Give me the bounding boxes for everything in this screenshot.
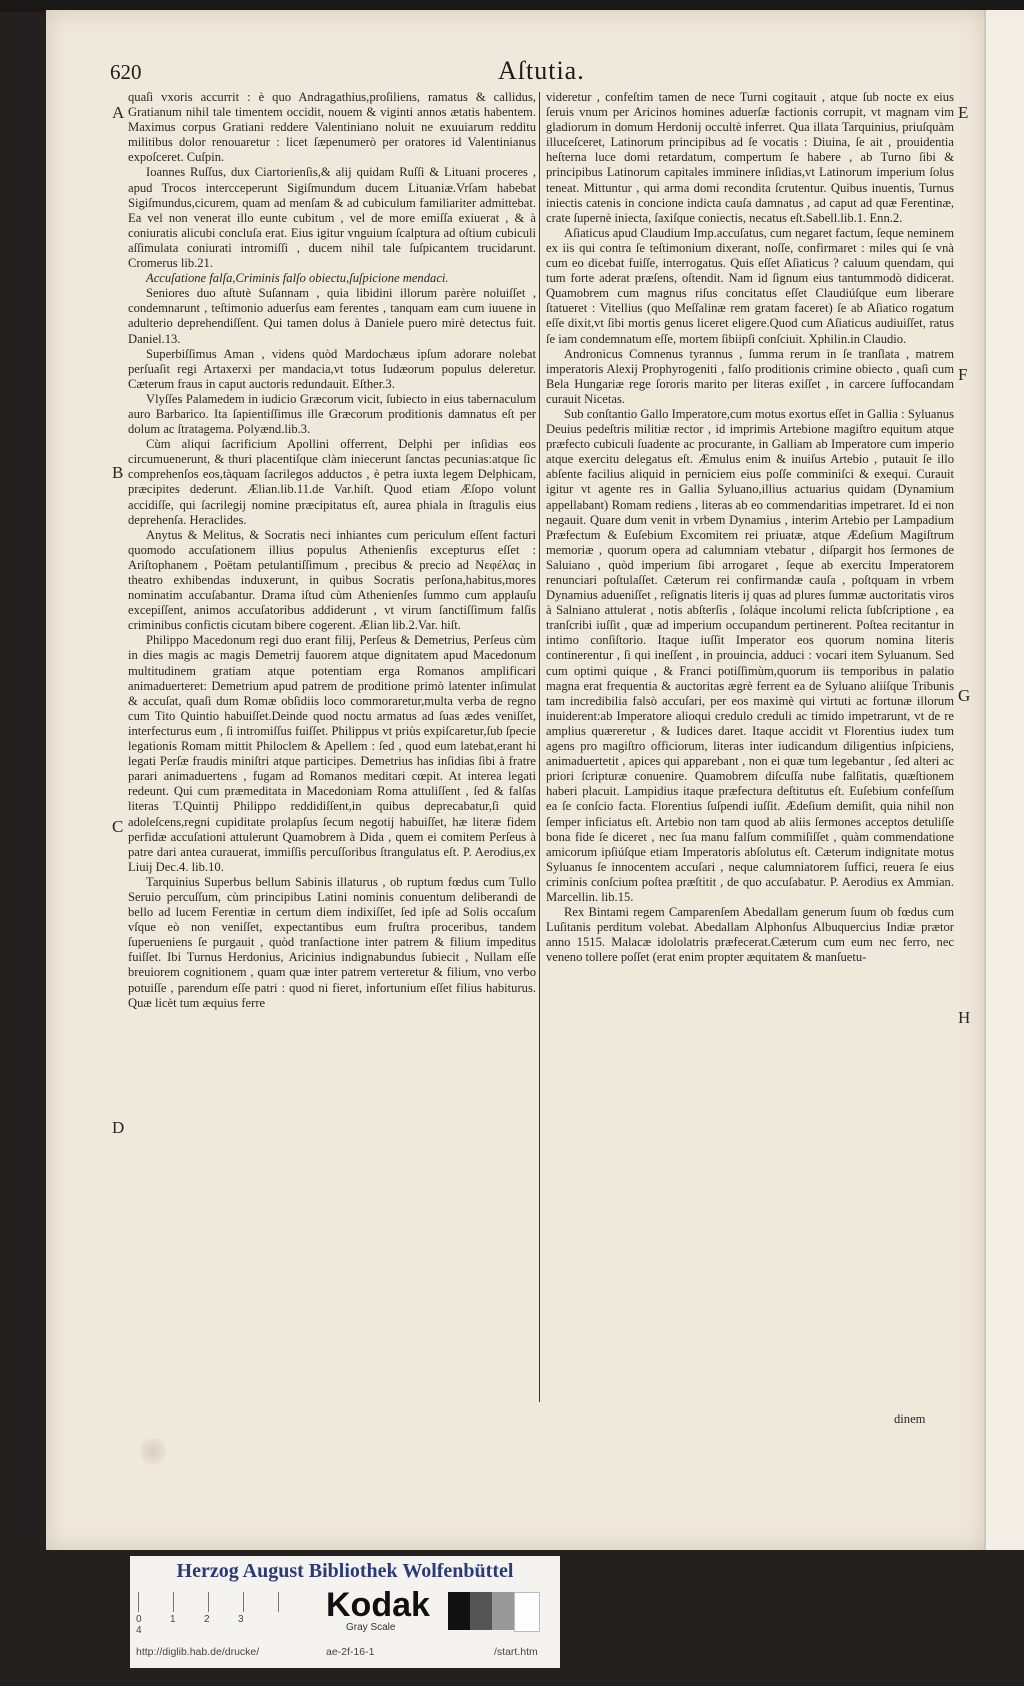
paragraph: Sub conſtantio Gallo Imperatore,cum motus exortus eſſet in Gallia : Syluanus Deuius pedeſtris militiæ rector , id imprimis Artebione magiſtro equitum atque præfecto cubiculi ſuadente ac procurante, in Galliam ab Imperatore cum imperio atque exercitu delegatus eſt. Æmulus enim & inuiſus Artebio , putauit ſe illo abſente facilius aliquid in perniciem eius poſſe comminiſci & exequi. Curauit igitur vt agente res in Gallia Syluano,illius actuarius quidam (Dynamium appellabant) Romam rediens , literas ab eo commendaritias impetraret. Id ei non negauit. Quare dum venit in vrbem Dynamius , interim Artebio per Lampadium Præfectum & Euſebium Excomitem rei priuatæ, atque Ædeſium Magiſtrum memoriæ , quorum opera ad calumniam vtebatur , diſpargit hos ſermones de Saluiano , quòd imperium ſibi arrogaret , ſeque ab exercitu Imperatorem renunciari poſtulaſſet. Cæterum rei confirmandæ cauſa , poſtquam in vrbem Dynamius adueniſſet , reſignatis literis ij quas ad plures ſummæ auctoritatis viros à Salniano attulerat , notis abſterſis , ſoláque incolumi relicta ſubſcriptione , ea tranſcribi iuſſit , quæ ad imperium occupandum pertinerent. Poſtea recitantur in intimo conſiſtorio. Itaque iuſſit Imperator eos quorum nomina literis continerentur , ſi qui ineſſent , in prouincia, adduci : vocari item Syluanum. Sed cum optimi quique , & Franci potiſſimùm,quorum iis temporibus in palatio magna erat frequentia & auctoritas ægrè ferrent ea de Syluano aliíſque Tribunis tam incredibilia falsò accuſari, per eos maximè qui virtuti ac fortunæ illorum inuiderent:ab Imperatore alioqui credulo creduli ac timido impetrarunt, vt de re amplius quæreretur , & Iudices daret. Itaque accidit vt Florentius iudex tum agens pro magiſtro officiorum, literas inter iudicandum diligentius inſpiciens, animaduertetit , apices qui apparebant , non ei quæ tum legebantur , ſed alteri ac priori ſcripturæ conuenire. Quamobrem diſcuſſa nube falſitatis, quæſtionem haberi placuit. Lampidius itaque præfectura deſtitutus eſt. Euſebium confeſſum ea ſe conſcio facta. Florentius ſuſpendi iuſſit. Ædeſium demiſit, quia nihil non ſemper inficiatus eſt. Artebio non tam quod ab aliis ſermones acceptos detuliſſe bona fide ſe diceret , nec ſua manu falſum commiſiſſet , quàm commendatione amicorum ipſiúſque etiam Imperatoris abſolutus eſt. Cæterum indignitate motus Syluanus ſe innocentem accuſari , neque calumniatorem ſuffici, reuera ſe eius criminis conſcium poſtea præſtitit , de quo accuſabatur. P. Aerodius ex Ammian. Marcellin. lib.15. — [546, 406, 954, 904]
gray-scale-label: Gray Scale — [346, 1622, 396, 1633]
ruler-tick — [173, 1592, 174, 1612]
paragraph: videretur , confeſtim tamen de nece Turni cogitauit , atque ſub nocte ex eius ſeruis vnum per Aricinos homines aduerſæ factionis corrupit, vt magnam vim gladiorum in domum Herdonij occultè inferret. Qua illata Tarquinius, priuſquàm illuceſceret, Latinorum principibus ad ſe vocatis : Diuina, ſe ait , prouidentia heſterna luce domi retardatum, compertum ſe habere , ab Turno ſibi & principibus Latinorum capitales imminere inſidias,vt Latinorum imperium ſolus teneat. Mittuntur , qui arma domi recondita ſcrutentur. Quibus inuentis, Turnus iniectis catenis in concione indicta cauſa damnatus , ad caput ad quæ Ferentinæ, crate ſupernè iniecta, ſaxiſque coniectis, necatus eſt.Sabell.lib.1. Enn.2. — [546, 90, 954, 225]
paragraph: Philippo Macedonum regi duo erant filij, Perſeus & Demetrius, Perſeus cùm in dies magis ac magis Demetrij fauorem atque dignitatem apud Macedonum multitudinem gratiam atque potentiam erga Romanos amplificari animaduerteret: Demetrium apud patrem de proditione primò latenter inſimulat & accuſat, quaſi dum Romæ obſidiis loco commoraretur,multa verba de regno cum Tito Quintio habuiſſet.Deinde quod noctu armatus ad ſuas ædes veniſſet, interfecturus eum , ſi intromiſſus fuiſſet. Philippus vt priùs expiſcaretur,ſub ſpecie legationis Romam mittit Philoclem & Apellem : ſed , quod eum latebat,erant hi legati Perſæ fraudis miniſtri atque participes. Demetrius has inſidias ſibi à fratre parari animaduertens , fugam ad Romanos meditari cœpit. At interea legati redeunt. Qui cum præmeditata in Macedoniam Roma attuliſſent , ſed & falſas literas T.Quintij Philippo reddidiſſent,in quibus deprecabatur,ſi quid adoleſcens,regni cupiditate prolapſus ſecum negotij habuiſſet, hæ literæ fidem perfidæ accuſationi attulerunt Quamobrem à Dida , quem ei comitem Perſeus à patre dari antea curauerat, immiſſis percuſſoribus ſtrangulatus eſt. P. Aerodius,ex Liuij Dec.4. lib.10. — [128, 633, 536, 874]
paragraph: Ioannes Ruſſus, dux Ciartorienſis,& alij quidam Ruſſi & Lituani proceres , apud Trocos intercceperunt Sigiſmundum ducem Lituaniæ.Vrſam habebat Sigiſmundus,cicurem, quam ad menſam & ad cubiculum familiariter admittebat. Ea vel non venerat illo eunte cubitum , vel de more emiſſa exiuerat , & à coniuratis alicubi concluſa erat. Eius igitur vnguium ſcalptura ad oſtium cubiculi aſſimulata coniurati intromiſſi , ducem nihil tale ſuſpicantem trucidarunt. Cromerus lib.21. — [128, 165, 536, 271]
margin-letter-b: B — [112, 463, 124, 482]
source-url-file: /start.htm — [494, 1646, 538, 1658]
source-url-base: http://diglib.hab.de/drucke/ — [136, 1646, 260, 1658]
ruler-label: 1 — [170, 1614, 176, 1625]
ruler-scale — [138, 1592, 278, 1612]
ruler-labels — [136, 1614, 286, 1636]
ruler-label: 0 — [136, 1614, 142, 1625]
paragraph: Vlyſſes Palamedem in iudicio Græcorum vicit, ſubiecto in eius tabernaculum auro Barbarico. Ita ſapientiſſimus ille Græcorum proditionis damnatus eſt per dolum ac ſtratagema. Polyænd.lib.3. — [128, 391, 536, 437]
kodak-logo: Kodak — [326, 1586, 430, 1624]
adjacent-page-edge — [984, 10, 1024, 1550]
ruler-tick — [278, 1592, 279, 1612]
ruler-tick — [243, 1592, 244, 1612]
library-scan-target — [130, 1556, 560, 1668]
left-text-column — [128, 90, 536, 1405]
paragraph: Andronicus Comnenus tyrannus , ſumma rerum in ſe tranſlata , matrem imperatoris Alexij Prophyrogeniti , falſo proditionis crimine obiecto , quaſi cum Bela Hungariæ rege ſororis marito per literas exiſſet , in carcere ſuffocandam curauit Nicetas. — [546, 346, 954, 406]
margin-letter-c: C — [112, 817, 124, 836]
margin-letter-f: F — [958, 365, 968, 384]
margin-letter-d: D — [112, 1118, 125, 1137]
paragraph: Seniores duo aſtutè Suſannam , quia libidini illorum parère noluiſſet , condemnarunt , teſtimonio aduerſus eam ferentes , tanquam eam cum iuuene in adulterio deprehendiſſent. Qui tamen dolus à Daniele puero mirè detectus fuit. Daniel.13. — [128, 286, 536, 346]
margin-letter-a: A — [112, 103, 125, 122]
page-number: 620 — [110, 60, 142, 84]
right-text-column — [546, 90, 954, 1405]
paragraph: Anytus & Melitus, & Socratis neci inhiantes cum periculum eſſent facturi quomodo accuſationem illius populus Athenienſis excepturus eſſet : Ariſtophanem , Poëtam petulantiſſimum , precibus & precio ad Νεφέλας in theatro exhibendas induxerunt, in quibus Socratis perſona,habitus,mores nominatim accuſabantur. Drama iſtud cùm Athenienſes ſummo cum applauſu excepiſſent, animos accuſatoribus addiderunt , vt virum ſanctiſſimum falſis criminibus confictis cicutam bibere cogerent. Ælian lib.2.Var. hiſt. — [128, 527, 536, 633]
ruler-label: 4 — [136, 1625, 142, 1636]
section-heading: Accuſatione falſa,Criminis falſo obiectu,ſuſpicione mendaci. — [146, 271, 449, 286]
ruler-tick — [138, 1592, 139, 1612]
source-url-id: ae-2f-16-1 — [326, 1646, 375, 1658]
ruler-label: 3 — [238, 1614, 244, 1625]
ruler-label: 2 — [204, 1614, 210, 1625]
ruler-tick — [208, 1592, 209, 1612]
gray-swatch-white — [514, 1592, 540, 1632]
library-name: Herzog August Bibliothek Wolfenbüttel — [176, 1560, 514, 1582]
margin-letter-e: E — [958, 103, 969, 122]
paragraph: Cùm aliqui ſacrificium Apollini offerrent, Delphi per inſidias eos circumuenerunt, & thuri placentiſque clàm iniecerunt ſanctas pecunias:atque ſic comprehenſos eos,tàquam ſacrilegos adductos , è petra iuxta legem Delphicam, præcipites dederunt. Ælian.lib.11.de Var.hiſt. Quod etiam Æſopo volunt accidiſſe, qui ſacrilegij nomine præcipitatus eſt, aurea phiala in ſtragulis eius deprehenſa. Heraclides. — [128, 437, 536, 527]
column-divider — [539, 92, 540, 1402]
margin-letter-h: H — [958, 1008, 971, 1027]
paragraph: Aſiaticus apud Claudium Imp.accuſatus, cum negaret factum, ſeque neminem ex iis qui contra ſe teſtimonium dixerant, noſſe, confirmaret : miles qui ſe vnà cum eo dicebat fuiſſe, interrogatus. Quis eſſet Aſiaticus ? caluum quendam, qui tum forte aderat præſens, oſtendit. Nam id ſignum eius tantummodò didicerat. Quamobrem cum magnus riſus concitatus eſſet Claudiúſque eum liberare ſtatueret : Vitellius (quo Meſſalinæ rem gratam faceret) ſe ab Aſiatico rogatum eſſe dixit,vt ſibi mortis genus liceret eligere.Quod cum Aſiaticus audiuiſſet, ratus ſe iam condemnatum eſſe, mortem ſibiipſi conſciuit. Xphilin.in Claudio. — [546, 225, 954, 346]
paragraph: Tarquinius Superbus bellum Sabinis illaturus , ob ruptum fœdus cum Tullo Seruio percuſſum, cùm principibus Latini nominis conuentum deliberandi de bello ad lucem Ferentiæ in certum diem indixiſſet, ſed ipſe ad Solis occaſum vſque eò non veniſſet, expectantibus eum fruſtra proceribus, tandem ſuperueniens ſe purgauit , quòd tranſactione inter patrem & filium impeditus fuiſſet. Ibi Turnus Herdonius, Aricinius indignabundus ſubiecit , Nullam eſſe breuiorem cognitionem , quam quæ inter patrem verteretur & filium, vno verbo potuiſſe , parendum eſſe patri : quod ni fieret, infortunium eſſet filius habiturus. Quæ licèt tum æquius ferre — [128, 874, 536, 1010]
page-title: Aſtutia. — [498, 56, 585, 85]
paragraph: quaſi vxoris accurrit : è quo Andragathius,proſiliens, ramatus & callidus, Gratianum nihil tale timentem occidit, nouem & viginti annos ætatis habentem. Maximus corpus Gratiani reddere Valentiniano noluit ne exuuiarum redditu militibus dolor renouaretur : licet ſæpenumerò per oratores id Valentinianus expoſceret. Cuſpin. — [128, 90, 536, 165]
gray-swatch-black — [448, 1592, 470, 1630]
paragraph: Rex Bintami regem Camparenſem Abedallam generum ſuum ob fœdus cum Luſitanis perditum volebat. Abedallam Alphonſus Albuquercius Indiæ prætor anno 1515. Malacæ idololatris præfecerat.Cæterum cum eum nec ferro, nec veneno tollere poſſet (erat enim propter æquitatem & manſuetu- — [546, 905, 954, 965]
catchword: dinem — [894, 1412, 926, 1426]
gray-swatch-mid — [492, 1592, 514, 1630]
paragraph: Superbiſſimus Aman , videns quòd Mardochæus ipſum adorare nolebat perſuaſit regi Artaxerxi per mandacia,vt totus Iudæorum populus deleretur. Cæterum fraus in caput auctoris redundauit. Eſther.3. — [128, 346, 536, 391]
gray-swatch-dark — [470, 1592, 492, 1630]
margin-letter-g: G — [958, 686, 971, 705]
paper-stain — [140, 1438, 166, 1464]
